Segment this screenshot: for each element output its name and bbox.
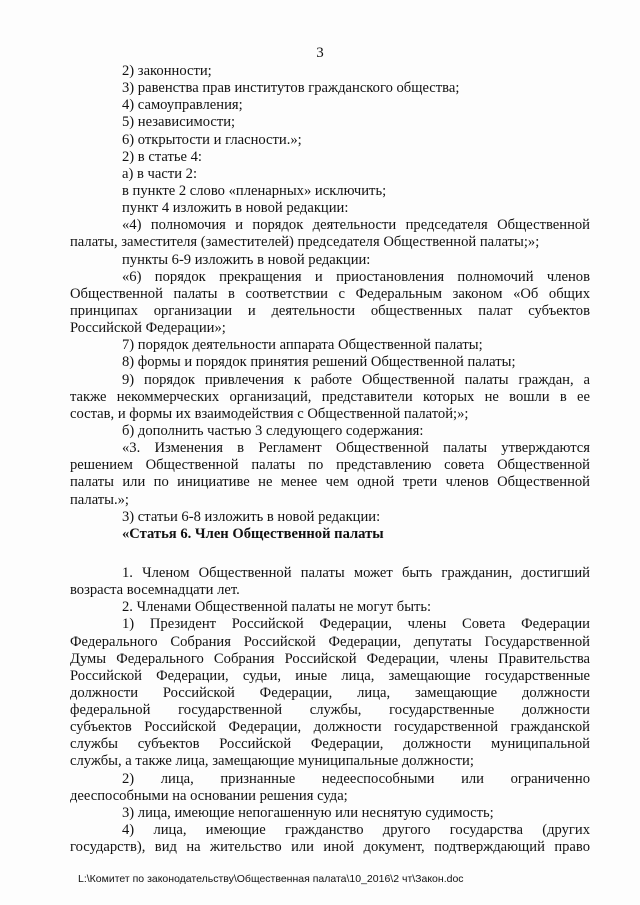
paragraph-gap [70, 543, 590, 565]
text-line: государств), вид на жительство или иной документ, подтверждающий право [70, 839, 590, 856]
text-line: б) дополнить частью 3 следующего содержания: [122, 422, 424, 439]
text-line: службы субъектов Российской Федерации, должности муниципальной [70, 736, 590, 753]
text-line: пункт 4 изложить в новой редакции: [122, 200, 349, 217]
text-line: 3) равенства прав институтов гражданского общества; [122, 80, 460, 97]
text-line: палаты, заместителя (заместителей) председателя Общественной палаты;»; [70, 234, 540, 251]
text-line: пункты 6-9 изложить в новой редакции: [122, 251, 371, 268]
text-line: а) в части 2: [122, 165, 198, 182]
text-line: решением Общественной палаты по представлению совета Общественной [70, 457, 590, 474]
text-line: дееспособными на основании решения суда; [70, 787, 348, 804]
text-line: Федерального Собрания Российской Федерации, депутаты Государственной [70, 633, 590, 650]
text-line: 2) законности; [122, 63, 212, 79]
text-line: принципах организации и деятельности общественных палат субъектов [70, 302, 590, 319]
text-line: федеральной государственной службы, государственные должности [70, 702, 590, 719]
text-line: Общественной палаты в соответствии с Федеральным законом «Об общих [70, 285, 590, 302]
text-line: состав, и формы их взаимодействия с Общественной палатой;»; [70, 405, 469, 422]
text-line: 2) в статье 4: [122, 148, 202, 165]
text-line: 5) независимости; [122, 114, 236, 131]
text-line: 7) порядок деятельности аппарата Общественной палаты; [122, 337, 483, 354]
text-line: должности Российской Федерации, лица, замещающие должности [70, 684, 590, 701]
file-path-footer: L:\Комитет по законодательству\Общественная палата\10_2016\2 чт\Закон.doc [78, 873, 464, 885]
text-line: возраста восемнадцати лет. [70, 582, 240, 599]
text-line: Думы Федерального Собрания Российской Федерации, члены Правительства [70, 650, 590, 667]
text-line: палаты.»; [70, 491, 129, 508]
text-line: 3) статьи 6-8 изложить в новой редакции: [122, 508, 381, 525]
text-line: в пункте 2 слово «пленарных» исключить; [122, 182, 387, 199]
text-line: «4) полномочия и порядок деятельности председателя Общественной [122, 217, 590, 234]
text-line: Российской Федерации, судьи, иные лица, замещающие государственные [70, 667, 590, 684]
text-line: 3) лица, имеющие непогашенную или неснятую судимость; [122, 804, 494, 821]
text-line: 4) лица, имеющие гражданство другого государства (других [122, 822, 590, 839]
text-line: 2. Членами Общественной палаты не могут быть: [122, 599, 432, 616]
text-line: субъектов Российской Федерации, должности государственной гражданской [70, 719, 590, 736]
text-line: Российской Федерации»; [70, 320, 226, 337]
document-body [70, 63, 590, 856]
article-heading: «Статья 6. Член Общественной палаты [122, 525, 384, 542]
text-line: «6) порядок прекращения и приостановления полномочий членов [122, 268, 590, 285]
text-line: 2) лица, признанные недееспособными или ограниченно [122, 770, 590, 787]
text-line: 4) самоуправления; [122, 97, 243, 114]
text-line: 9) порядок привлечения к работе Общественной палаты граждан, а [122, 371, 590, 388]
text-line: «3. Изменения в Регламент Общественной палаты утверждаются [122, 440, 590, 457]
text-line: 8) формы и порядок принятия решений Общественной палаты; [122, 354, 516, 371]
text-line: службы, а также лица, замещающие муниципальные должности; [70, 753, 474, 770]
text-line: палаты или по инициативе не менее чем одной трети членов Общественной [70, 474, 590, 491]
text-line: 1. Членом Общественной палаты может быть гражданин, достигший [122, 564, 590, 581]
text-line: 6) открытости и гласности.»; [122, 131, 302, 148]
text-line: 1) Президент Российской Федерации, члены Совета Федерации [122, 616, 590, 633]
page-number: 3 [316, 45, 324, 61]
text-line: также некоммерческих организаций, представители которых не вошли в ее [70, 388, 590, 405]
